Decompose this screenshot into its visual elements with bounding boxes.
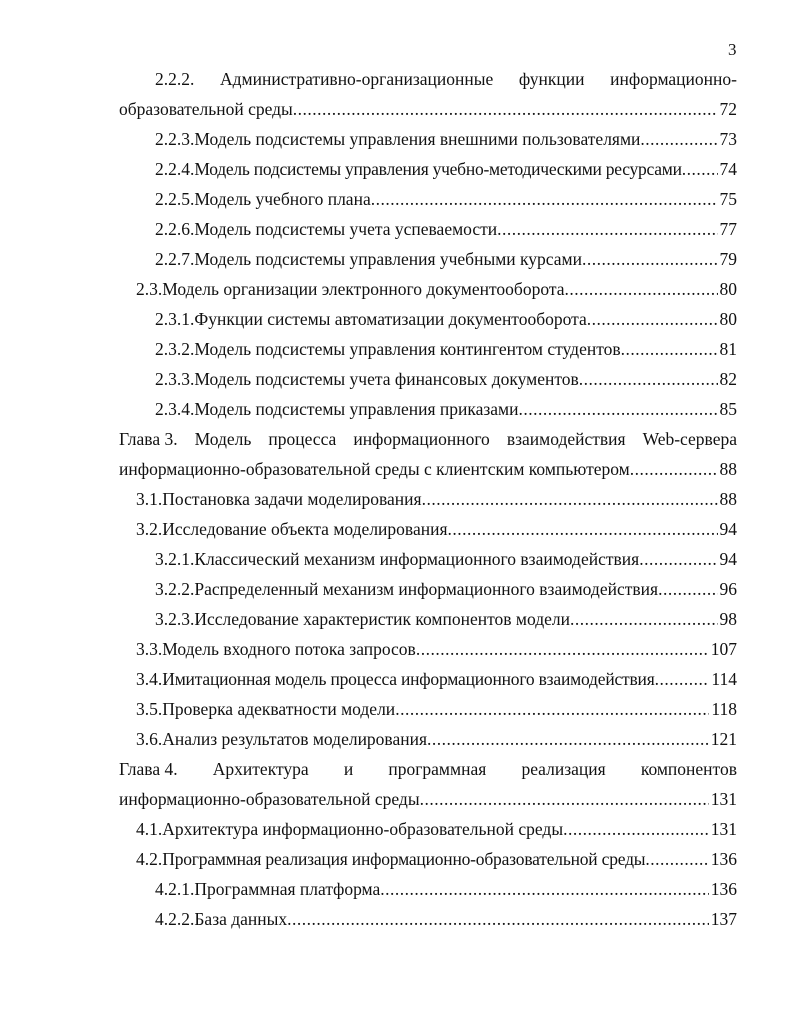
- toc-entry-page: 73: [719, 129, 737, 149]
- toc-entry-page: 136: [710, 849, 737, 869]
- toc-entry-2-3-2[interactable]: [0, 334, 799, 364]
- toc-entry-2-2-4[interactable]: [0, 154, 799, 184]
- toc-entry-number: 2.3.3.: [155, 369, 195, 389]
- toc-entry-page: 136: [710, 879, 737, 899]
- toc-entry-title: Имитационная модель процесса информационного взаимодействия: [162, 669, 655, 689]
- toc-entry-number: 4.2.2.: [155, 909, 195, 929]
- toc-entry-4-2[interactable]: [0, 844, 799, 874]
- dot-leader: [570, 604, 717, 634]
- toc-entry-page: 77: [719, 219, 737, 239]
- dot-leader: [582, 244, 718, 274]
- toc-entry-4-2-1[interactable]: [0, 874, 799, 904]
- toc-entry-number: 2.3.2.: [155, 339, 195, 359]
- toc-entry-title: Постановка задачи моделирования: [162, 489, 422, 509]
- toc-entry-page: 72: [719, 99, 737, 119]
- toc-entry-2-2-3[interactable]: [0, 124, 799, 154]
- dot-leader: [658, 574, 717, 604]
- toc-entry-2-3[interactable]: [0, 274, 799, 304]
- toc-entry-number: Глава 3.: [119, 429, 178, 449]
- toc-entry-3-5[interactable]: [0, 694, 799, 724]
- toc-entry-page: 121: [710, 729, 737, 749]
- dot-leader: [371, 184, 718, 214]
- toc-entry-title: Модель организации электронного документооборота: [162, 279, 565, 299]
- toc-entry-title-word: информационного: [353, 429, 490, 449]
- dot-leader: [395, 694, 709, 724]
- toc-entry-title: Анализ результатов моделирования: [162, 729, 428, 749]
- toc-entry-title: Модель учебного плана: [194, 189, 371, 209]
- toc-entry-page: 88: [719, 459, 737, 479]
- toc-entry-number: 3.4.: [136, 669, 163, 689]
- toc-entry-title: Программная платформа: [194, 879, 381, 899]
- toc-entry-page: 131: [710, 819, 737, 839]
- toc-entry-title-word: информационно-: [610, 69, 737, 89]
- dot-leader: [420, 784, 709, 814]
- toc-entry-3-3[interactable]: [0, 634, 799, 664]
- toc-entry-title-word: взаимодействия: [506, 429, 626, 449]
- toc-entry-3-1[interactable]: [0, 484, 799, 514]
- toc-entry-title-word: Модель: [194, 429, 252, 449]
- toc-entry-number: 4.1.: [136, 819, 163, 839]
- dot-leader: [427, 724, 709, 754]
- toc-entry-title-word: процесса: [268, 429, 337, 449]
- dot-leader: [565, 274, 718, 304]
- dot-leader: [287, 904, 709, 934]
- toc-entry-4-2-2[interactable]: [0, 904, 799, 934]
- toc-entry-title: Исследование характеристик компонентов модели: [194, 609, 571, 629]
- toc-entry-title: База данных: [194, 909, 288, 929]
- toc-entry-title: Модель подсистемы учета успеваемости: [194, 219, 498, 239]
- toc-entry-title: образовательной среды: [119, 99, 293, 119]
- toc-entry-2-3-4[interactable]: [0, 394, 799, 424]
- toc-entry-title: Модель подсистемы управления учебными курсами: [194, 249, 582, 269]
- toc-entry-page: 98: [719, 609, 737, 629]
- toc-entry-chapter-4-continued[interactable]: [0, 784, 799, 814]
- toc-entry-number: 3.5.: [136, 699, 163, 719]
- toc-entry-number: 2.2.6.: [155, 219, 195, 239]
- toc-entry-3-2-3[interactable]: [0, 604, 799, 634]
- toc-entry-page: 82: [719, 369, 737, 389]
- toc-entry-number: 2.3.4.: [155, 399, 195, 419]
- toc-entry-number: Глава 4.: [119, 759, 178, 779]
- toc-entry-page: 75: [719, 189, 737, 209]
- toc-entry-title: Модель подсистемы управления контингентом студентов: [194, 339, 621, 359]
- toc-entry-title: Модель подсистемы управления учебно-методическими ресурсами: [194, 159, 682, 179]
- toc-entry-number: 3.2.1.: [155, 549, 195, 569]
- toc-entry-page: 80: [719, 279, 737, 299]
- toc-entry-page: 107: [710, 639, 737, 659]
- toc-entry-2-2-2-continued[interactable]: [0, 94, 799, 124]
- toc-entry-number: 2.2.2.: [155, 69, 195, 89]
- toc-entry-3-2-1[interactable]: [0, 544, 799, 574]
- toc-entry-title: Исследование объекта моделирования: [162, 519, 448, 539]
- toc-entry-2-3-3[interactable]: [0, 364, 799, 394]
- toc-entry-page: 96: [719, 579, 737, 599]
- dot-leader: [639, 544, 717, 574]
- toc-entry-title: информационно-образовательной среды: [119, 789, 420, 809]
- dot-leader: [579, 364, 718, 394]
- dot-leader: [640, 124, 717, 154]
- dot-leader: [518, 394, 717, 424]
- dot-leader: [682, 154, 718, 184]
- toc-entry-title: Модель подсистемы управления приказами: [194, 399, 519, 419]
- toc-entry-title-word: Административно-организационные: [220, 69, 494, 89]
- toc-entry-number: 2.3.: [136, 279, 163, 299]
- toc-entry-number: 3.1.: [136, 489, 163, 509]
- toc-entry-page: 80: [719, 309, 737, 329]
- toc-entry-number: 2.2.4.: [155, 159, 195, 179]
- toc-entry-number: 3.2.: [136, 519, 163, 539]
- toc-entry-page: 94: [719, 519, 737, 539]
- toc-entry-2-2-5[interactable]: [0, 184, 799, 214]
- toc-entry-number: 3.2.3.: [155, 609, 195, 629]
- toc-entry-page: 85: [719, 399, 737, 419]
- dot-leader: [645, 844, 708, 874]
- toc-entry-chapter-3[interactable]: [0, 424, 799, 454]
- toc-entry-number: 2.2.7.: [155, 249, 195, 269]
- toc-entry-page: 118: [711, 699, 737, 719]
- table-of-contents: [0, 64, 799, 934]
- toc-entry-number: 4.2.: [136, 849, 163, 869]
- toc-entry-3-4[interactable]: [0, 664, 799, 694]
- toc-entry-2-3-1[interactable]: [0, 304, 799, 334]
- dot-leader: [416, 634, 709, 664]
- toc-entry-2-2-7[interactable]: [0, 244, 799, 274]
- toc-entry-title-word: функции: [518, 69, 585, 89]
- dot-leader: [630, 454, 718, 484]
- toc-entry-title-word: Архитектура: [212, 759, 309, 779]
- dot-leader: [422, 484, 718, 514]
- toc-entry-number: 2.2.3.: [155, 129, 195, 149]
- toc-entry-title: Программная реализация информационно-образовательной среды: [162, 849, 646, 869]
- toc-entry-title-word: программная: [388, 759, 487, 779]
- toc-entry-page: 114: [711, 669, 737, 689]
- dot-leader: [563, 814, 709, 844]
- toc-entry-number: 3.2.2.: [155, 579, 195, 599]
- dot-leader: [621, 334, 718, 364]
- toc-entry-2-2-2[interactable]: [0, 64, 799, 94]
- toc-entry-page: 137: [710, 909, 737, 929]
- toc-entry-page: 81: [719, 339, 737, 359]
- toc-entry-2-2-6[interactable]: [0, 214, 799, 244]
- toc-entry-page: 94: [719, 549, 737, 569]
- toc-entry-number: 3.3.: [136, 639, 163, 659]
- dot-leader: [497, 214, 717, 244]
- toc-entry-chapter-4[interactable]: [0, 754, 799, 784]
- toc-entry-title: Модель входного потока запросов: [162, 639, 416, 659]
- toc-entry-page: 131: [710, 789, 737, 809]
- dot-leader: [293, 94, 718, 124]
- toc-entry-title: Функции системы автоматизации документооборота: [194, 309, 587, 329]
- toc-entry-title: Архитектура информационно-образовательной среды: [162, 819, 564, 839]
- toc-entry-title-word: реализация: [521, 759, 606, 779]
- toc-entry-title: Модель подсистемы управления внешними пользователями: [194, 129, 641, 149]
- dot-leader: [587, 304, 718, 334]
- dot-leader: [380, 874, 708, 904]
- toc-entry-3-2-2[interactable]: [0, 574, 799, 604]
- dot-leader: [448, 514, 718, 544]
- toc-entry-title-word: компонентов: [640, 759, 737, 779]
- toc-entry-title: информационно-образовательной среды с клиентским компьютером: [119, 459, 630, 479]
- toc-entry-number: 2.3.1.: [155, 309, 195, 329]
- toc-entry-4-1[interactable]: [0, 814, 799, 844]
- toc-entry-number: 3.6.: [136, 729, 163, 749]
- toc-entry-3-6[interactable]: [0, 724, 799, 754]
- toc-entry-3-2[interactable]: [0, 514, 799, 544]
- toc-entry-title: Распределенный механизм информационного взаимодействия: [194, 579, 659, 599]
- dot-leader: [655, 664, 710, 694]
- toc-entry-title: Модель подсистемы учета финансовых документов: [194, 369, 579, 389]
- toc-entry-page: 74: [719, 159, 737, 179]
- toc-entry-title-word: Web-сервера: [642, 429, 737, 449]
- toc-entry-title-word: и: [343, 759, 354, 779]
- toc-entry-page: 88: [719, 489, 737, 509]
- toc-entry-page: 79: [719, 249, 737, 269]
- toc-entry-title: Проверка адекватности модели: [162, 699, 396, 719]
- toc-entry-chapter-3-continued[interactable]: [0, 454, 799, 484]
- toc-entry-title: Классический механизм информационного взаимодействия: [194, 549, 640, 569]
- toc-entry-number: 4.2.1.: [155, 879, 195, 899]
- page-number: 3: [728, 40, 737, 59]
- toc-entry-number: 2.2.5.: [155, 189, 195, 209]
- toc-entry-first-line: [155, 64, 737, 94]
